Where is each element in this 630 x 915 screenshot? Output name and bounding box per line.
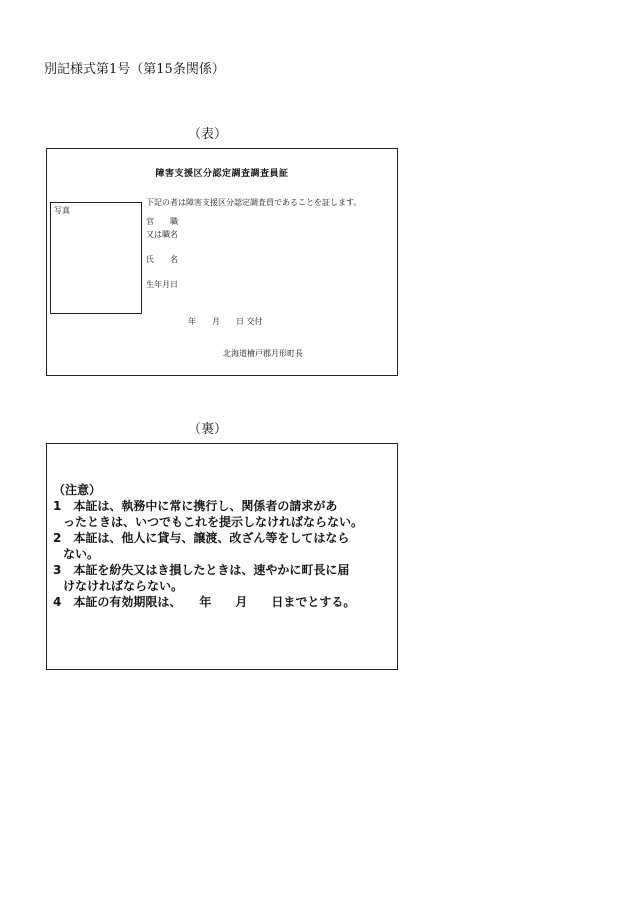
front-side-label: （表） <box>188 127 228 142</box>
card-title: 障害支援区分認定調査調査員証 <box>155 169 289 179</box>
note-line: ない。 <box>63 547 100 561</box>
photo-label: 写真 <box>54 206 70 215</box>
position-label: 官 職 <box>146 217 178 226</box>
id-card-front <box>46 148 398 376</box>
job-title-label: 又は職名 <box>146 230 178 239</box>
note-line: 4 本証の有効期限は、 年 月 日までとする。 <box>53 595 356 609</box>
issue-date-label: 年 月 日 交付 <box>188 317 263 326</box>
notes-list <box>53 482 363 610</box>
note-line: 2 本証は、他人に貸与、譲渡、改ざん等をしてはなら <box>53 531 350 545</box>
issuer-label: 北海道檜戸郡月形町長 <box>223 349 303 358</box>
note-line: 1 本証は、執務中に常に携行し、関係者の請求があ <box>53 499 338 513</box>
note-line: 3 本証を紛失又はき損したときは、速やかに町長に届 <box>53 563 350 577</box>
name-label: 氏 名 <box>146 255 178 264</box>
notes-heading: （注意） <box>53 483 102 497</box>
back-side-label: （裏） <box>188 422 228 437</box>
date-of-birth-label: 生年月日 <box>146 280 178 289</box>
photo-box <box>50 202 142 314</box>
note-line: けなければならない。 <box>63 579 184 593</box>
form-number-label: 別記様式第1号（第15条関係） <box>44 62 225 77</box>
id-card-back <box>46 443 398 670</box>
note-line: ったときは、いつでもこれを提示しなければならない。 <box>63 515 364 529</box>
certification-text: 下記の者は障害支援区分認定調査員であることを証します。 <box>146 198 362 207</box>
